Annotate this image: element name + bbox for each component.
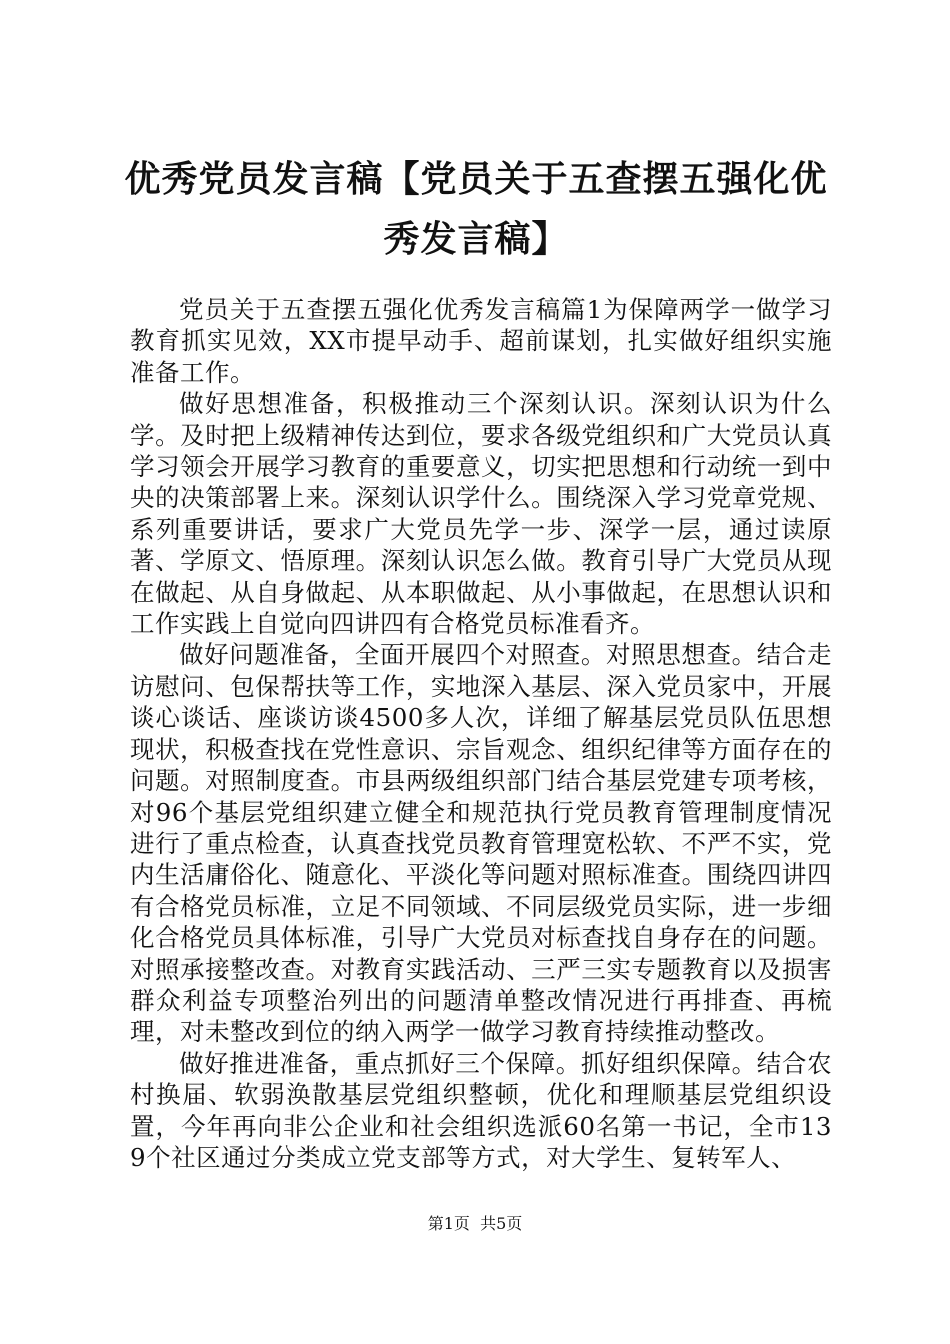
paragraph: 做好推进准备，重点抓好三个保障。抓好组织保障。结合农村换届、软弱涣散基层党组织整顿，优化和理顺基层党组织设置，今年再向非公企业和社会组织选派60名第一书记，全市139个社区通过分类成立党支部等方式，对大学生、复转军人、 (130, 1048, 832, 1172)
paragraph: 党员关于五查摆五强化优秀发言稿篇1为保障两学一做学习教育抓实见效，XX市提早动手、超前谋划，扎实做好组织实施准备工作。 (130, 295, 832, 387)
document-body (130, 294, 832, 1173)
paragraph: 做好问题准备，全面开展四个对照查。对照思想查。结合走访慰问、包保帮扶等工作，实地深入基层、深入党员家中，开展谈心谈话、座谈访谈4500多人次，详细了解基层党员队伍思想现状，积极查找在党性意识、宗旨观念、组织纪律等方面存在的问题。对照制度查。市县两级组织部门结合基层党建专项考核，对96个基层党组织建立健全和规范执行党员教育管理制度情况进行了重点检查，认真查找党员教育管理宽松软、不严不实，党内生活庸俗化、随意化、平淡化等问题对照标准查。围绕四讲四有合格党员标准，立足不同领域、不同层级党员实际，进一步细化合格党员具体标准，引导广大党员对标查找自身存在的问题。对照承接整改查。对教育实践活动、三严三实专题教育以及损害群众利益专项整治列出的问题清单整改情况进行再排查、再梳理，对未整改到位的纳入两学一做学习教育持续推动整改。 (130, 640, 832, 1047)
page-footer (0, 1214, 950, 1234)
document-title: 优秀党员发言稿【党员关于五查摆五强化优秀发言稿】 (124, 159, 828, 260)
paragraph: 做好思想准备，积极推动三个深刻认识。深刻认识为什么学。及时把上级精神传达到位，要求各级党组织和广大党员认真学习领会开展学习教育的重要意义，切实把思想和行动统一到中央的决策部署上来。深刻认识学什么。围绕深入学习党章党规、系列重要讲话，要求广大党员先学一步、深学一层，通过读原著、学原文、悟原理。深刻认识怎么做。教育引导广大党员从现在做起、从自身做起、从本职做起、从小事做起，在思想认识和工作实践上自觉向四讲四有合格党员标准看齐。 (130, 389, 832, 639)
page-total: 共5页 (480, 1214, 523, 1233)
page-number: 第1页 (427, 1214, 470, 1233)
